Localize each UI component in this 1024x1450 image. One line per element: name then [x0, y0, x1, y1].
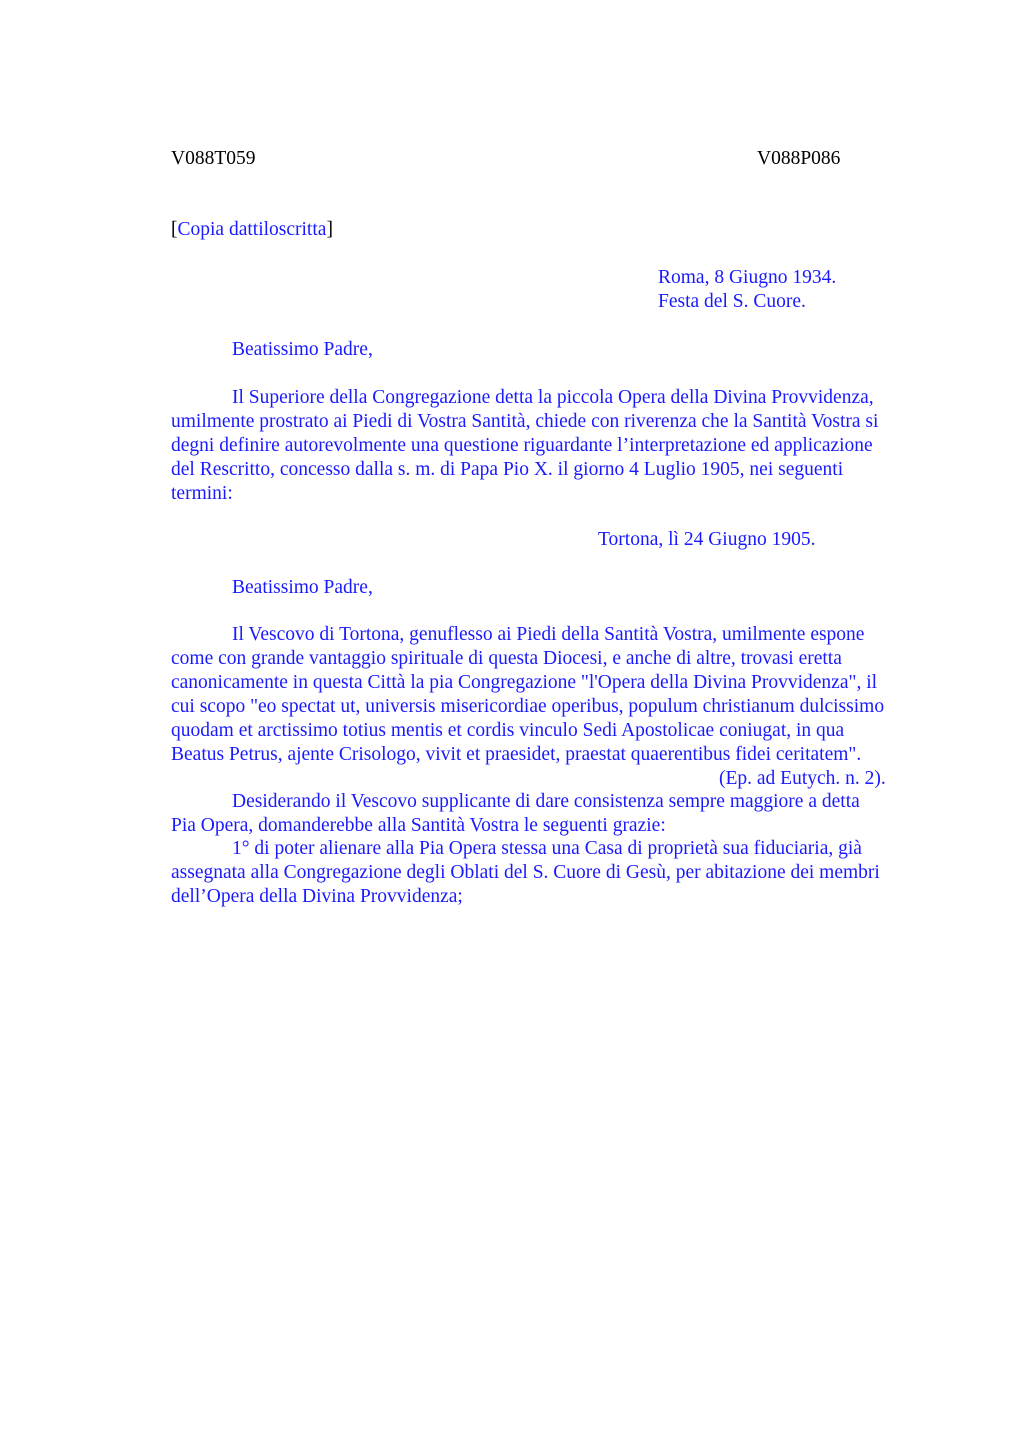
rescript-line: assegnata alla Congregazione degli Oblati del S. Cuore di Gesù, per abitazione dei membri — [171, 862, 880, 883]
rescript-citation: (Ep. ad Eutych. n. 2). — [719, 768, 886, 789]
letter-place-date: Roma, 8 Giugno 1934. — [658, 267, 837, 288]
rescript-line: Desiderando il Vescovo supplicante di dare consistenza sempre maggiore a detta — [232, 791, 860, 812]
document-code-left: V088T059 — [171, 148, 256, 169]
rescript-paragraph-3 — [171, 837, 880, 909]
copy-note-text: Copia dattiloscritta — [177, 219, 327, 240]
copy-note-close-bracket: ] — [326, 219, 333, 240]
letter-salutation — [232, 338, 373, 362]
rescript-paragraph-2 — [171, 790, 860, 838]
rescript-line: Pia Opera, domanderebbe alla Santità Vostra le seguenti grazie: — [171, 815, 666, 836]
letter-body-line: Il Superiore della Congregazione detta la piccola Opera della Divina Provvidenza, — [232, 387, 874, 408]
letter-salutation-text: Beatissimo Padre, — [232, 339, 373, 360]
copy-note-open-bracket: [ — [171, 219, 178, 240]
rescript-line: quodam et arctissimo totius mentis et cordis vinculo Sedi Apostolicae coniugat, in qua — [171, 720, 845, 741]
letter-body-line: degni definire autorevolmente una questione riguardante l’interpretazione ed applicazione — [171, 435, 873, 456]
rescript-line: cui scopo "eo spectat ut, universis misericordiae operibus, populum christianum dulcissimo — [171, 696, 885, 717]
letter-body-line: termini: — [171, 483, 233, 504]
rescript-salutation: Beatissimo Padre, — [232, 577, 373, 598]
rescript-line: canonicamente in questa Città la pia Congregazione "l'Opera della Divina Provvidenza", il — [171, 672, 878, 693]
rescript-line: Il Vescovo di Tortona, genuflesso ai Piedi della Santità Vostra, umilmente espone — [232, 624, 865, 645]
rescript-paragraph-1 — [171, 623, 884, 767]
document-code-right: V088P086 — [757, 148, 841, 169]
letter-feast: Festa del S. Cuore. — [658, 291, 806, 312]
rescript-line: 1° di poter alienare alla Pia Opera stessa una Casa di proprietà sua fiduciaria, già — [232, 838, 862, 859]
rescript-line: Beatus Petrus, ajente Crisologo, vivit et praesidet, praestat quaerentibus fidei ceritatem". — [171, 744, 862, 765]
rescript-place-date: Tortona, lì 24 Giugno 1905. — [598, 529, 816, 550]
rescript-line: come con grande vantaggio spirituale di questa Diocesi, e anche di altre, trovasi eretta — [171, 648, 842, 669]
letter-body-line: umilmente prostrato ai Piedi di Vostra Santità, chiede con riverenza che la Santità Vostra si — [171, 411, 879, 432]
copy-note — [171, 218, 333, 242]
letter-body-line: del Rescritto, concesso dalla s. m. di Papa Pio X. il giorno 4 Luglio 1905, nei seguenti — [171, 459, 844, 480]
letter-body — [171, 386, 878, 506]
rescript-line: dell’Opera della Divina Provvidenza; — [171, 886, 463, 907]
